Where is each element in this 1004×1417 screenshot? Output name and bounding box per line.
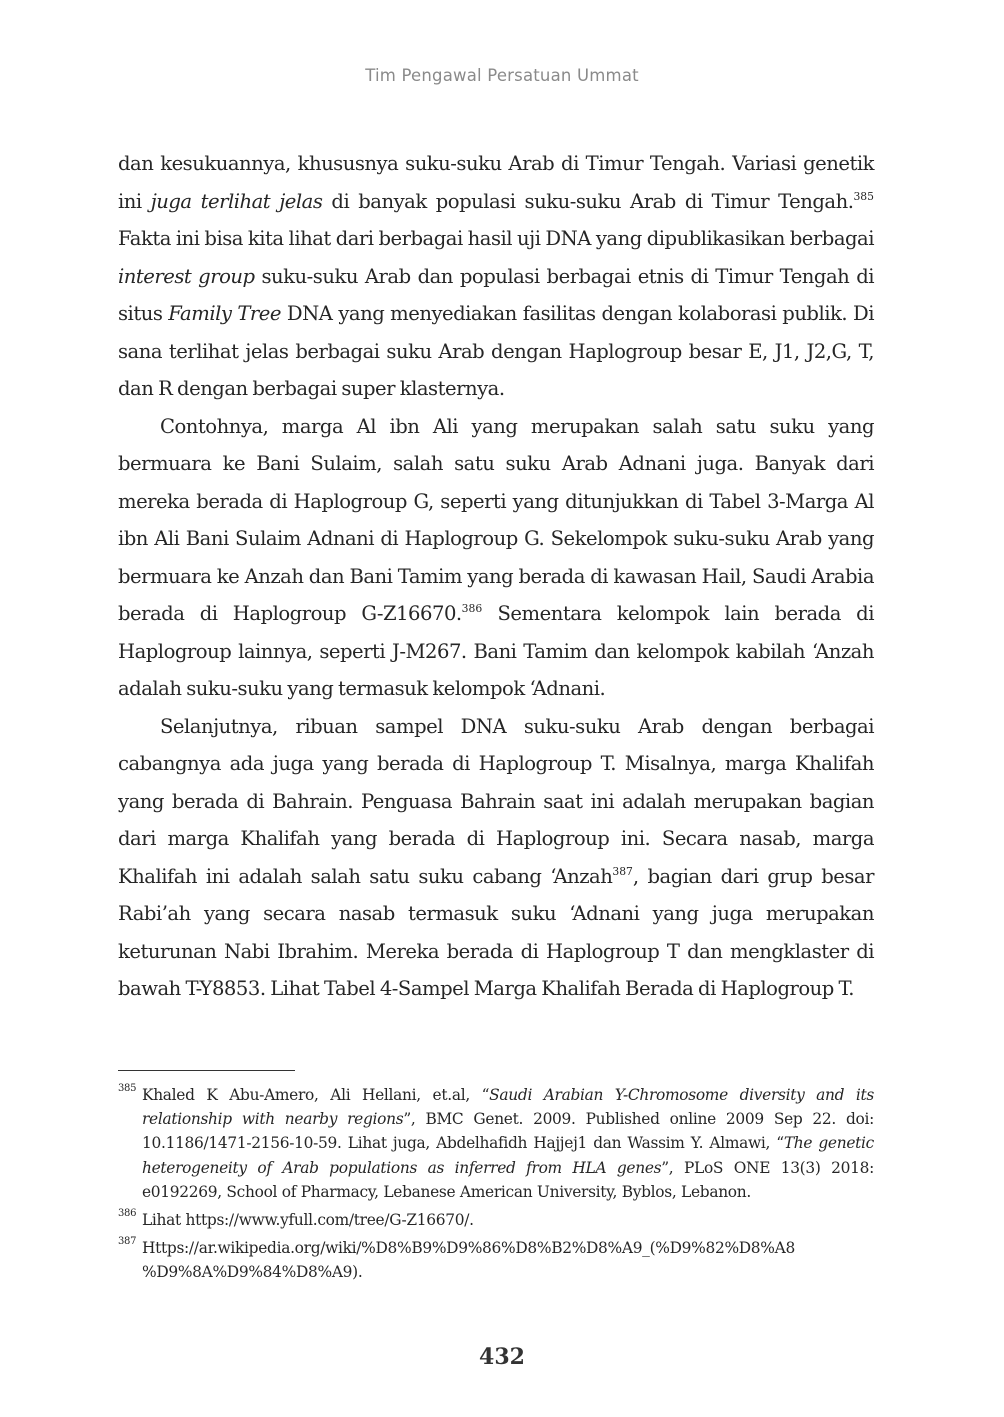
footnote-text: Lihat https://www.yfull.com/tree/G-Z16670/. <box>142 1211 474 1230</box>
paragraph-text: , bagian dari grup besar Rabi’ah yang secara nasab termasuk suku ‘Adnani yang juga merupakan keturunan Nabi Ibrahim. Mereka berada di Haplogroup T dan mengklaster di bawah T-Y8853. Lihat Tabel 4-Sampel Marga Khalifah Berada di Haplogroup T. <box>118 864 874 1000</box>
paragraph-text: di banyak populasi suku-suku Arab di Timur Tengah. <box>322 189 854 213</box>
footnote-italic: Saudi Arabian Y-Chromosome diversity and its relationship with nearby regions <box>142 1086 874 1129</box>
footnote-ref-385[interactable]: 385 <box>853 189 874 203</box>
footnote-text: ”, BMC Genet. 2009. Published online 2009 Sep 22. doi: 10.1186/1471-2156-10-59. Lihat juga, Abdelhafidh Hajjej1 dan Wassim Y. Almawi, “ <box>142 1110 874 1153</box>
footnotes <box>118 1083 874 1289</box>
footnote-ref-386[interactable]: 386 <box>461 601 483 615</box>
footnote-text: Https://ar.wikipedia.org/wiki/%D8%B9%D9%86%D8%B2%D8%A9_(%D9%82%D8%A8 %D9%8A%D9%84%D8%A9). <box>142 1239 795 1282</box>
footnote-ref-387[interactable]: 387 <box>612 864 633 878</box>
footnote-386 <box>118 1208 874 1232</box>
footnote-marker: 387 <box>118 1236 137 1248</box>
page-number: 432 <box>479 1344 525 1370</box>
footnote-divider <box>118 1070 295 1071</box>
paragraph-text: suku-suku Arab dan populasi berbagai etnis di Timur Tengah di situs <box>118 264 874 325</box>
footnote-italic: The genetic heterogeneity of Arab populations as inferred from HLA genes <box>142 1134 874 1177</box>
italic-text: juga terlihat jelas <box>150 189 323 213</box>
paragraph-text: Sementara kelompok lain berada di Haplogroup lainnya, seperti J-M267. Bani Tamim dan kelompok kabilah ‘Anzah adalah suku-suku yang termasuk kelompok ‘Adnani. <box>118 602 874 700</box>
paragraph-text: dan kesukuannya, khususnya suku-suku Arab di Timur Tengah. Variasi genetik ini <box>118 152 874 213</box>
italic-text: interest group <box>118 264 255 288</box>
paragraph-1 <box>118 145 874 408</box>
footnote-385 <box>118 1083 874 1204</box>
running-header: Tim Pengawal Persatuan Ummat <box>365 66 639 85</box>
paragraph-text: Selanjutnya, ribuan sampel DNA suku-suku Arab dengan berbagai cabangnya ada juga yang berada di Haplogroup T. Misalnya, marga Khalifah yang berada di Bahrain. Penguasa Bahrain saat ini adalah merupakan bagian dari marga Khalifah yang berada di Haplogroup ini. Secara nasab, marga Khalifah ini adalah salah satu suku cabang ‘Anzah <box>118 714 874 888</box>
footnote-387 <box>118 1236 874 1284</box>
footnote-text: Khaled K Abu-Amero, Ali Hellani, et.al, “ <box>142 1086 490 1104</box>
footnote-text: ”, PLoS ONE 13(3) 2018: e0192269, School of Pharmacy, Lebanese American University, Byblos, Lebanon. <box>142 1158 875 1201</box>
paragraph-text: Contohnya, marga Al ibn Ali yang merupakan salah satu suku yang bermuara ke Bani Sulaim, salah satu suku Arab Adnani juga. Banyak dari mereka berada di Haplogroup G, seperti yang ditunjukkan di Tabel 3-Marga Al ibn Ali Bani Sulaim Adnani di Haplogroup G. Sekelompok suku-suku Arab yang bermuara ke Anzah dan Bani Tamim yang berada di kawasan Hail, Saudi Arabia berada di Haplogroup G-Z16670. <box>118 414 874 625</box>
footnote-marker: 386 <box>118 1208 137 1220</box>
paragraph-text: Fakta ini bisa kita lihat dari berbagai hasil uji DNA yang dipublikasikan berbagai <box>118 227 874 250</box>
body-text <box>118 145 874 1008</box>
footnote-marker: 385 <box>118 1083 137 1094</box>
paragraph-3 <box>118 708 874 1008</box>
paragraph-2 <box>118 408 874 708</box>
italic-text: Family Tree <box>168 302 281 325</box>
paragraph-text: DNA yang menyediakan fasilitas dengan kolaborasi publik. Di sana terlihat jelas berbagai suku Arab dengan Haplogroup besar E, J1, J2,G, T, dan R dengan berbagai super klasternya. <box>118 302 875 400</box>
